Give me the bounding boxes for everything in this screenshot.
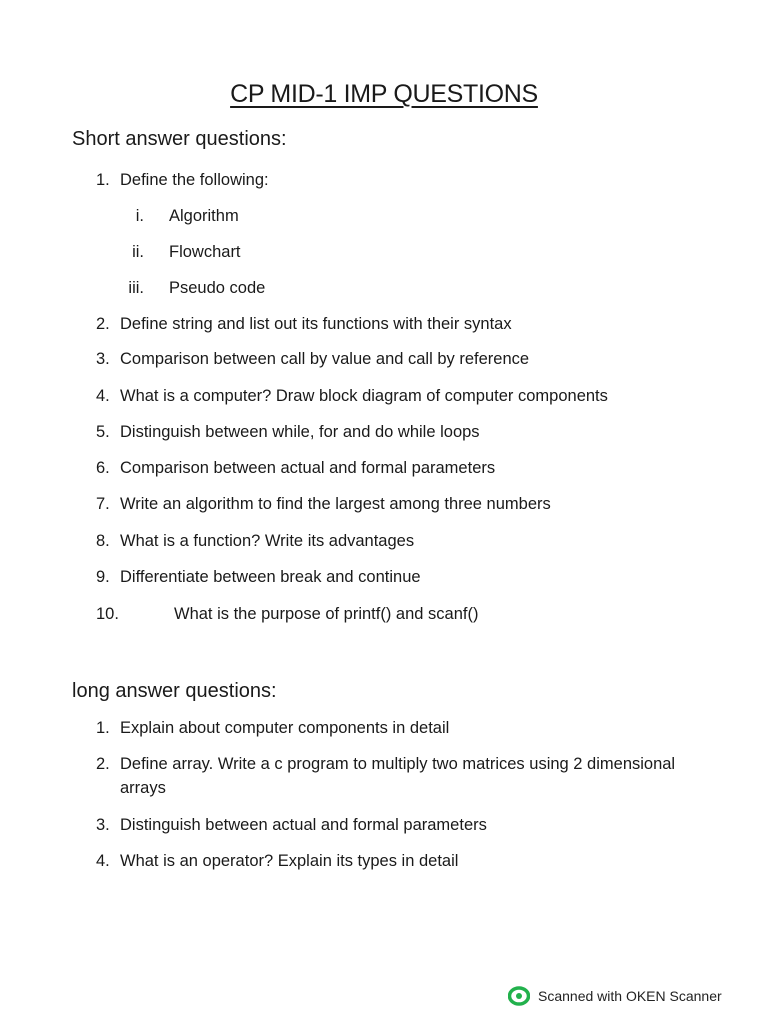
question-number: 2.	[96, 755, 110, 773]
question-text: What is an operator? Explain its types in detail	[120, 852, 459, 870]
question-text: What is a function? Write its advantages	[120, 532, 415, 550]
question-number: 6.	[96, 459, 110, 477]
question-text: Distinguish between while, for and do while loops	[120, 423, 480, 441]
question-text: Differentiate between break and continue	[120, 568, 421, 586]
page-title	[0, 80, 768, 109]
question-number: 4.	[96, 852, 110, 870]
question-text: Write an algorithm to find the largest among three numbers	[120, 495, 551, 513]
sub-item-number: i.	[135, 207, 144, 225]
question-number: 9.	[96, 568, 110, 586]
question-text: Comparison between call by value and call by reference	[120, 350, 530, 368]
scanner-logo-icon	[508, 986, 530, 1006]
question-text: Define array. Write a c program to multiply two matrices using 2 dimensional arrays	[120, 755, 676, 797]
scanner-watermark	[508, 986, 722, 1006]
question-number: 3.	[96, 350, 110, 368]
question-text: What is the purpose of printf() and scanf()	[174, 605, 479, 623]
question-number: 7.	[96, 495, 110, 513]
sub-item-text: Pseudo code	[169, 279, 266, 297]
question-text: Define the following:	[120, 171, 269, 189]
question-text: Define string and list out its functions with their syntax	[120, 315, 512, 333]
sub-item-text: Algorithm	[169, 207, 239, 225]
question-number: 3.	[96, 816, 110, 834]
sub-item-number: ii.	[132, 243, 144, 261]
question-number: 1.	[96, 719, 110, 737]
question-number: 8.	[96, 532, 110, 550]
question-number: 2.	[96, 315, 110, 333]
scanner-watermark-text: Scanned with OKEN Scanner	[538, 988, 722, 1004]
question-number: 4.	[96, 387, 110, 405]
sub-item-text: Flowchart	[169, 243, 241, 261]
question-number: 10.	[96, 605, 119, 623]
short-answer-heading: Short answer questions:	[72, 128, 287, 150]
question-text: Explain about computer components in detail	[120, 719, 450, 737]
question-text: What is a computer? Draw block diagram of computer components	[120, 387, 608, 405]
sub-item-number: iii.	[128, 279, 144, 297]
question-number: 5.	[96, 423, 110, 441]
page-title-text: CP MID-1 IMP QUESTIONS	[230, 80, 538, 108]
question-text: Comparison between actual and formal parameters	[120, 459, 496, 477]
long-answer-heading: long answer questions:	[72, 680, 277, 702]
question-text: Distinguish between actual and formal parameters	[120, 816, 487, 834]
question-number: 1.	[96, 171, 110, 189]
